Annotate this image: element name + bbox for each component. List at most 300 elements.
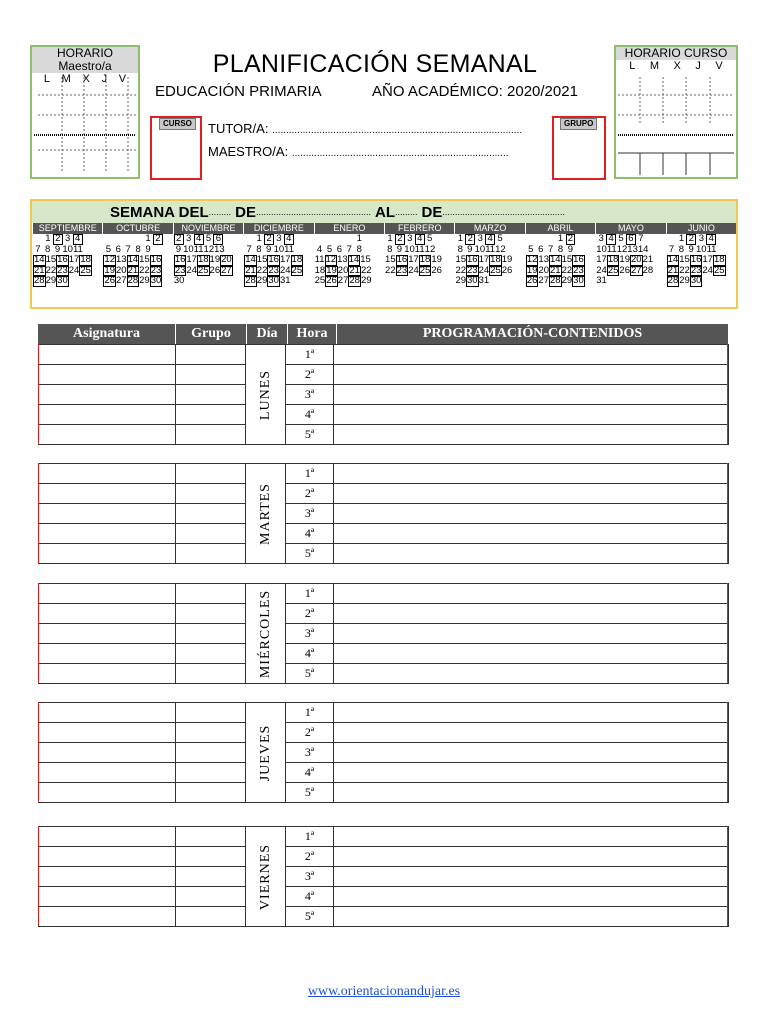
calendar-day (726, 234, 736, 245)
asignatura-cell[interactable] (39, 365, 176, 385)
asignatura-cell[interactable] (39, 907, 176, 927)
de-label: DE (421, 203, 443, 221)
calendar-day (86, 276, 94, 287)
calendar-day: 24 (702, 264, 713, 276)
grupo-cell[interactable] (176, 385, 246, 405)
dots: ......... (395, 207, 418, 217)
calendar-day: 1 (387, 233, 393, 244)
grupo-cell[interactable] (176, 345, 246, 365)
day-cell (246, 345, 286, 445)
table-right-border (727, 344, 728, 444)
contenidos-cell[interactable] (334, 484, 729, 504)
week-calendar (30, 199, 738, 309)
calendar-day: 5 (205, 233, 212, 244)
grupo-cell[interactable] (176, 524, 246, 544)
calendar-day: 2 (686, 234, 696, 245)
calendar-day (536, 234, 546, 245)
calendar-day (575, 234, 585, 245)
maestro-dots: .............................................................................. (291, 148, 509, 159)
grupo-cell[interactable] (176, 644, 246, 664)
calendar-day: 11 (314, 254, 325, 265)
footer (0, 984, 768, 1000)
grupo-cell[interactable] (176, 624, 246, 644)
calendar-day: 15 (360, 254, 371, 265)
contenidos-cell[interactable] (334, 524, 729, 544)
grupo-cell[interactable] (176, 425, 246, 445)
calendar-day: 2 (174, 234, 184, 245)
calendar-day: 23 (467, 264, 478, 276)
grupo-cell[interactable] (176, 664, 246, 684)
table-row (39, 425, 729, 445)
grupo-cell[interactable] (176, 763, 246, 783)
hour-cell: 4ª (286, 524, 334, 544)
asignatura-cell[interactable] (39, 464, 176, 484)
contenidos-cell[interactable] (334, 504, 729, 524)
grupo-cell[interactable] (176, 405, 246, 425)
month-column (454, 223, 524, 287)
grupo-cell[interactable] (176, 723, 246, 743)
calendar-day: 10 (404, 243, 415, 255)
calendar-day: 15 (455, 254, 467, 265)
calendar-day: 27 (630, 264, 642, 276)
calendar-day: 7 (638, 233, 644, 244)
grupo-cell[interactable] (176, 887, 246, 907)
calendar-day (728, 276, 736, 287)
asignatura-cell[interactable] (39, 584, 176, 604)
asignatura-cell[interactable] (39, 664, 176, 684)
calendar-day (184, 276, 194, 287)
month-column (595, 223, 665, 287)
calendar-day: 4 (73, 234, 83, 245)
contenidos-cell[interactable] (334, 783, 729, 803)
calendar-day: 8 (557, 243, 564, 255)
contenidos-cell[interactable] (334, 365, 729, 385)
contenidos-cell[interactable] (334, 664, 729, 684)
calendar-day: 24 (478, 264, 490, 276)
calendar-day: 10 (273, 243, 285, 255)
calendar-day: 9 (175, 243, 182, 255)
table-row (39, 723, 729, 743)
calendar-day: 11 (706, 243, 717, 255)
calendar-day: 15 (256, 254, 268, 265)
contenidos-cell[interactable] (334, 624, 729, 644)
col-programacion: PROGRAMACIÓN-CONTENIDOS (422, 326, 643, 341)
calendar-day (315, 234, 325, 245)
grupo-cell[interactable] (176, 484, 246, 504)
calendar-day: 19 (501, 254, 513, 265)
grupo-cell[interactable] (176, 907, 246, 927)
calendar-day: 20 (630, 254, 642, 265)
calendar-day: 7 (35, 243, 41, 255)
contenidos-cell[interactable] (334, 847, 729, 867)
grupo-cell[interactable] (176, 604, 246, 624)
week-row (526, 276, 595, 287)
calendar-day: 28 (349, 275, 360, 286)
table-row (39, 524, 729, 544)
contenidos-cell[interactable] (334, 703, 729, 723)
contenidos-cell[interactable] (334, 405, 729, 425)
table-right-border (727, 583, 728, 683)
maestro-label: MAESTRO/A: (208, 144, 289, 159)
table-right-border (727, 702, 728, 802)
de-label: DE (235, 203, 256, 221)
asignatura-cell[interactable] (39, 783, 176, 803)
grupo-cell[interactable] (176, 504, 246, 524)
day-label: LUNES (257, 369, 273, 420)
calendar-day: 3 (698, 233, 704, 244)
contenidos-cell[interactable] (334, 385, 729, 405)
calendar-day: 5 (326, 243, 333, 255)
calendar-day: 22 (455, 264, 467, 276)
weekday: X (82, 73, 90, 85)
calendar-day: 9 (145, 243, 151, 255)
table-row (39, 544, 729, 564)
calendar-day: 16 (150, 254, 162, 265)
contenidos-cell[interactable] (334, 723, 729, 743)
contenidos-cell[interactable] (334, 584, 729, 604)
asignatura-cell[interactable] (39, 504, 176, 524)
calendar-day (646, 234, 656, 245)
day-table (38, 826, 729, 927)
calendar-day: 14 (637, 243, 649, 255)
week-row (385, 255, 454, 266)
calendar-day: 12 (203, 243, 215, 255)
maestro-line[interactable] (208, 144, 509, 159)
hour-cell: 2ª (286, 723, 334, 743)
contenidos-cell[interactable] (334, 763, 729, 783)
asignatura-cell[interactable] (39, 544, 176, 564)
calendar-day: 13 (115, 254, 127, 265)
calendar-day (716, 234, 726, 245)
month-name: DICIEMBRE (244, 223, 313, 234)
calendar-day: 22 (139, 264, 150, 276)
asignatura-cell[interactable] (39, 624, 176, 644)
calendar-day: 4 (606, 234, 616, 245)
hour-cell: 1ª (286, 827, 334, 847)
asignatura-cell[interactable] (39, 763, 176, 783)
calendar-day: 6 (213, 234, 223, 245)
calendar-day: 9 (396, 243, 403, 255)
page-title: PLANIFICACIÓN SEMANAL (212, 50, 538, 78)
contenidos-cell[interactable] (334, 604, 729, 624)
dots: ......... (208, 207, 232, 217)
calendar-day: 10 (696, 243, 707, 255)
calendar-day: 28 (550, 275, 561, 286)
calendar-day: 4 (706, 234, 716, 245)
week-row (315, 255, 384, 266)
col-dia: Día (247, 324, 288, 344)
asignatura-cell[interactable] (39, 703, 176, 723)
calendar-day (374, 234, 384, 245)
hour-cell: 3ª (286, 504, 334, 524)
month-column (525, 223, 595, 287)
asignatura-cell[interactable] (39, 405, 176, 425)
calendar-day: 29 (360, 275, 372, 286)
calendar-day: 22 (360, 264, 372, 276)
month-name: NOVIEMBRE (174, 223, 243, 234)
contenidos-cell[interactable] (334, 345, 729, 365)
month-name: MARZO (455, 223, 524, 234)
col-hora: Hora (288, 324, 337, 344)
calendar-day: 11 (284, 243, 295, 255)
calendar-day (498, 276, 507, 287)
calendar-day (344, 234, 354, 245)
calendar-day (526, 234, 536, 245)
hour-cell: 2ª (286, 365, 334, 385)
calendar-day: 21 (550, 264, 561, 276)
calendar-day: 11 (193, 243, 204, 255)
footer-link[interactable]: www.orientacionandujar.es (307, 984, 461, 999)
calendar-day: 12 (526, 254, 538, 265)
calendar-day: 17 (186, 254, 197, 265)
tutor-label: TUTOR/A: (208, 121, 269, 136)
calendar-day: 12 (495, 243, 506, 255)
table-row (39, 763, 729, 783)
grupo-cell[interactable] (176, 544, 246, 564)
grupo-cell[interactable] (176, 743, 246, 763)
calendar-day: 31 (596, 275, 607, 286)
academic-year: AÑO ACADÉMICO: 2020/2021 (372, 83, 578, 100)
asignatura-cell[interactable] (39, 743, 176, 763)
contenidos-cell[interactable] (334, 464, 729, 484)
asignatura-cell[interactable] (39, 345, 176, 365)
contenidos-cell[interactable] (334, 644, 729, 664)
calendar-day (334, 234, 344, 245)
calendar-day: 20 (221, 254, 232, 265)
grupo-cell[interactable] (176, 827, 246, 847)
grupo-cell[interactable] (176, 783, 246, 803)
calendar-day (711, 276, 719, 287)
grupo-cell[interactable] (176, 365, 246, 385)
calendar-day: 13 (627, 243, 638, 255)
hour-cell: 3ª (286, 385, 334, 405)
calendar-day: 1 (457, 233, 464, 244)
calendar-day: 9 (266, 243, 272, 255)
calendar-day (325, 234, 335, 245)
calendar-day (364, 234, 374, 245)
hour-cell: 5ª (286, 907, 334, 927)
course-weekdays (616, 60, 736, 72)
hour-cell: 4ª (286, 763, 334, 783)
calendar-day (515, 245, 525, 256)
grupo-cell[interactable] (176, 867, 246, 887)
week-row (667, 276, 736, 287)
contenidos-cell[interactable] (334, 544, 729, 564)
calendar-day: 21 (34, 264, 45, 276)
calendar-day: 25 (490, 264, 501, 276)
calendar-day: 14 (667, 254, 679, 265)
calendar-day: 30 (690, 275, 702, 286)
calendar-day: 28 (34, 275, 45, 286)
month-column (32, 223, 102, 287)
calendar-day: 29 (256, 275, 268, 286)
calendar-day: 16 (396, 254, 408, 265)
calendar-day: 6 (115, 243, 121, 255)
asignatura-cell[interactable] (39, 604, 176, 624)
asignatura-cell[interactable] (39, 847, 176, 867)
week-row (174, 276, 243, 287)
week-row (596, 255, 665, 266)
week-row (596, 276, 665, 287)
contenidos-cell[interactable] (334, 425, 729, 445)
asignatura-cell[interactable] (39, 484, 176, 504)
grupo-cell[interactable] (176, 464, 246, 484)
table-right-border (727, 463, 728, 563)
weekday: M (61, 73, 71, 85)
calendar-day: 23 (57, 264, 68, 276)
calendar-day: 22 (256, 264, 268, 276)
hour-cell: 1ª (286, 584, 334, 604)
contenidos-cell[interactable] (334, 827, 729, 847)
calendar-day: 24 (408, 264, 419, 276)
calendar-day (123, 234, 133, 245)
weekday: M (649, 60, 660, 72)
calendar-day: 28 (642, 264, 654, 276)
table-row (39, 827, 729, 847)
calendar-day (546, 234, 556, 245)
calendar-day: 2 (153, 234, 163, 245)
calendar-day: 17 (279, 254, 291, 265)
calendar-day: 21 (349, 264, 360, 276)
hour-cell: 2ª (286, 604, 334, 624)
calendar-day: 29 (45, 275, 57, 286)
calendar-day: 28 (667, 275, 679, 286)
month-name: SEPTIEMBRE (33, 223, 102, 234)
grupo-tag: GRUPO (560, 118, 597, 130)
contenidos-cell[interactable] (334, 867, 729, 887)
day-cell (246, 827, 286, 927)
calendar-day: 2 (465, 234, 475, 245)
asignatura-cell[interactable] (39, 524, 176, 544)
grupo-cell[interactable] (176, 847, 246, 867)
contenidos-cell[interactable] (334, 907, 729, 927)
asignatura-cell[interactable] (39, 867, 176, 887)
table-right-border (727, 826, 728, 926)
month-name: MAYO (596, 223, 665, 234)
week-row (667, 234, 736, 245)
week-row (244, 255, 313, 266)
calendar-day: 11 (414, 243, 425, 255)
calendar-day: 2 (53, 234, 63, 245)
calendar-day (435, 276, 445, 287)
calendar-day: 14 (550, 254, 561, 265)
calendar-day: 22 (679, 264, 690, 276)
calendar-day: 9 (567, 243, 574, 255)
calendar-day: 4 (485, 234, 495, 245)
asignatura-cell[interactable] (39, 644, 176, 664)
teacher-schedule-title: HORARIO Maestro/a (32, 47, 138, 73)
calendar-day: 3 (407, 233, 413, 244)
week-row (244, 276, 313, 287)
week-row (385, 266, 454, 277)
calendar-day: 14 (348, 254, 360, 265)
asignatura-cell[interactable] (39, 887, 176, 907)
calendar-day: 5 (528, 243, 534, 255)
calendar-day: 15 (139, 254, 150, 265)
calendar-day (425, 276, 435, 287)
table-left-border (38, 583, 39, 683)
hour-cell: 3ª (286, 743, 334, 763)
month-name: ENERO (315, 223, 384, 234)
calendar-day: 25 (607, 264, 619, 276)
table-row (39, 584, 729, 604)
calendar-day (656, 276, 666, 287)
month-column (384, 223, 454, 287)
table-row (39, 847, 729, 867)
calendar-day: 31 (478, 275, 490, 286)
calendar-day (244, 234, 254, 245)
table-row (39, 867, 729, 887)
calendar-day: 25 (80, 264, 91, 276)
calendar-day (163, 234, 173, 245)
calendar-day: 22 (561, 264, 573, 276)
week-row (33, 234, 102, 245)
calendar-day: 4 (415, 234, 425, 245)
hour-cell: 5ª (286, 544, 334, 564)
calendar-day: 30 (268, 275, 279, 286)
calendar-day: 24 (596, 264, 607, 276)
week-range-line[interactable] (32, 201, 736, 223)
contenidos-cell[interactable] (334, 743, 729, 763)
calendar-day: 18 (197, 254, 209, 265)
asignatura-cell[interactable] (39, 425, 176, 445)
calendar-day: 20 (115, 264, 127, 276)
day-table (38, 463, 729, 564)
calendar-day (33, 234, 43, 245)
table-row (39, 703, 729, 723)
hour-cell: 1ª (286, 464, 334, 484)
grupo-cell[interactable] (176, 584, 246, 604)
calendar-day (224, 276, 234, 287)
calendar-day: 19 (526, 264, 538, 276)
day-cell (246, 584, 286, 684)
calendar-day: 29 (561, 275, 573, 286)
calendar-day: 12 (424, 243, 436, 255)
calendar-day (214, 276, 224, 287)
calendar-day (69, 276, 77, 287)
table-row (39, 385, 729, 405)
calendar-day: 15 (679, 254, 690, 265)
calendar-day: 19 (326, 264, 337, 276)
table-row (39, 365, 729, 385)
calendar-day (103, 234, 113, 245)
calendar-day: 26 (526, 275, 538, 286)
tutor-line[interactable] (208, 121, 522, 136)
course-schedule-title: HORARIO CURSO (616, 47, 736, 60)
calendar-day: 7 (346, 243, 352, 255)
asignatura-cell[interactable] (39, 827, 176, 847)
calendar-day: 25 (713, 264, 725, 276)
asignatura-cell[interactable] (39, 385, 176, 405)
weekday: X (673, 60, 681, 72)
calendar-day: 9 (688, 243, 694, 255)
calendar-day: 3 (65, 233, 71, 244)
calendar-day: 26 (431, 264, 442, 276)
calendar-day (731, 266, 736, 277)
grupo-cell[interactable] (176, 703, 246, 723)
calendar-day: 17 (702, 254, 713, 265)
calendar-day: 17 (596, 254, 607, 265)
calendar-day (585, 234, 595, 245)
contenidos-cell[interactable] (334, 887, 729, 907)
calendar-day: 10 (474, 243, 486, 255)
table-row (39, 624, 729, 644)
day-label: JUEVES (257, 724, 273, 781)
calendar-day (395, 276, 405, 287)
asignatura-cell[interactable] (39, 723, 176, 743)
hour-cell: 4ª (286, 887, 334, 907)
calendar-day: 10 (183, 243, 194, 255)
